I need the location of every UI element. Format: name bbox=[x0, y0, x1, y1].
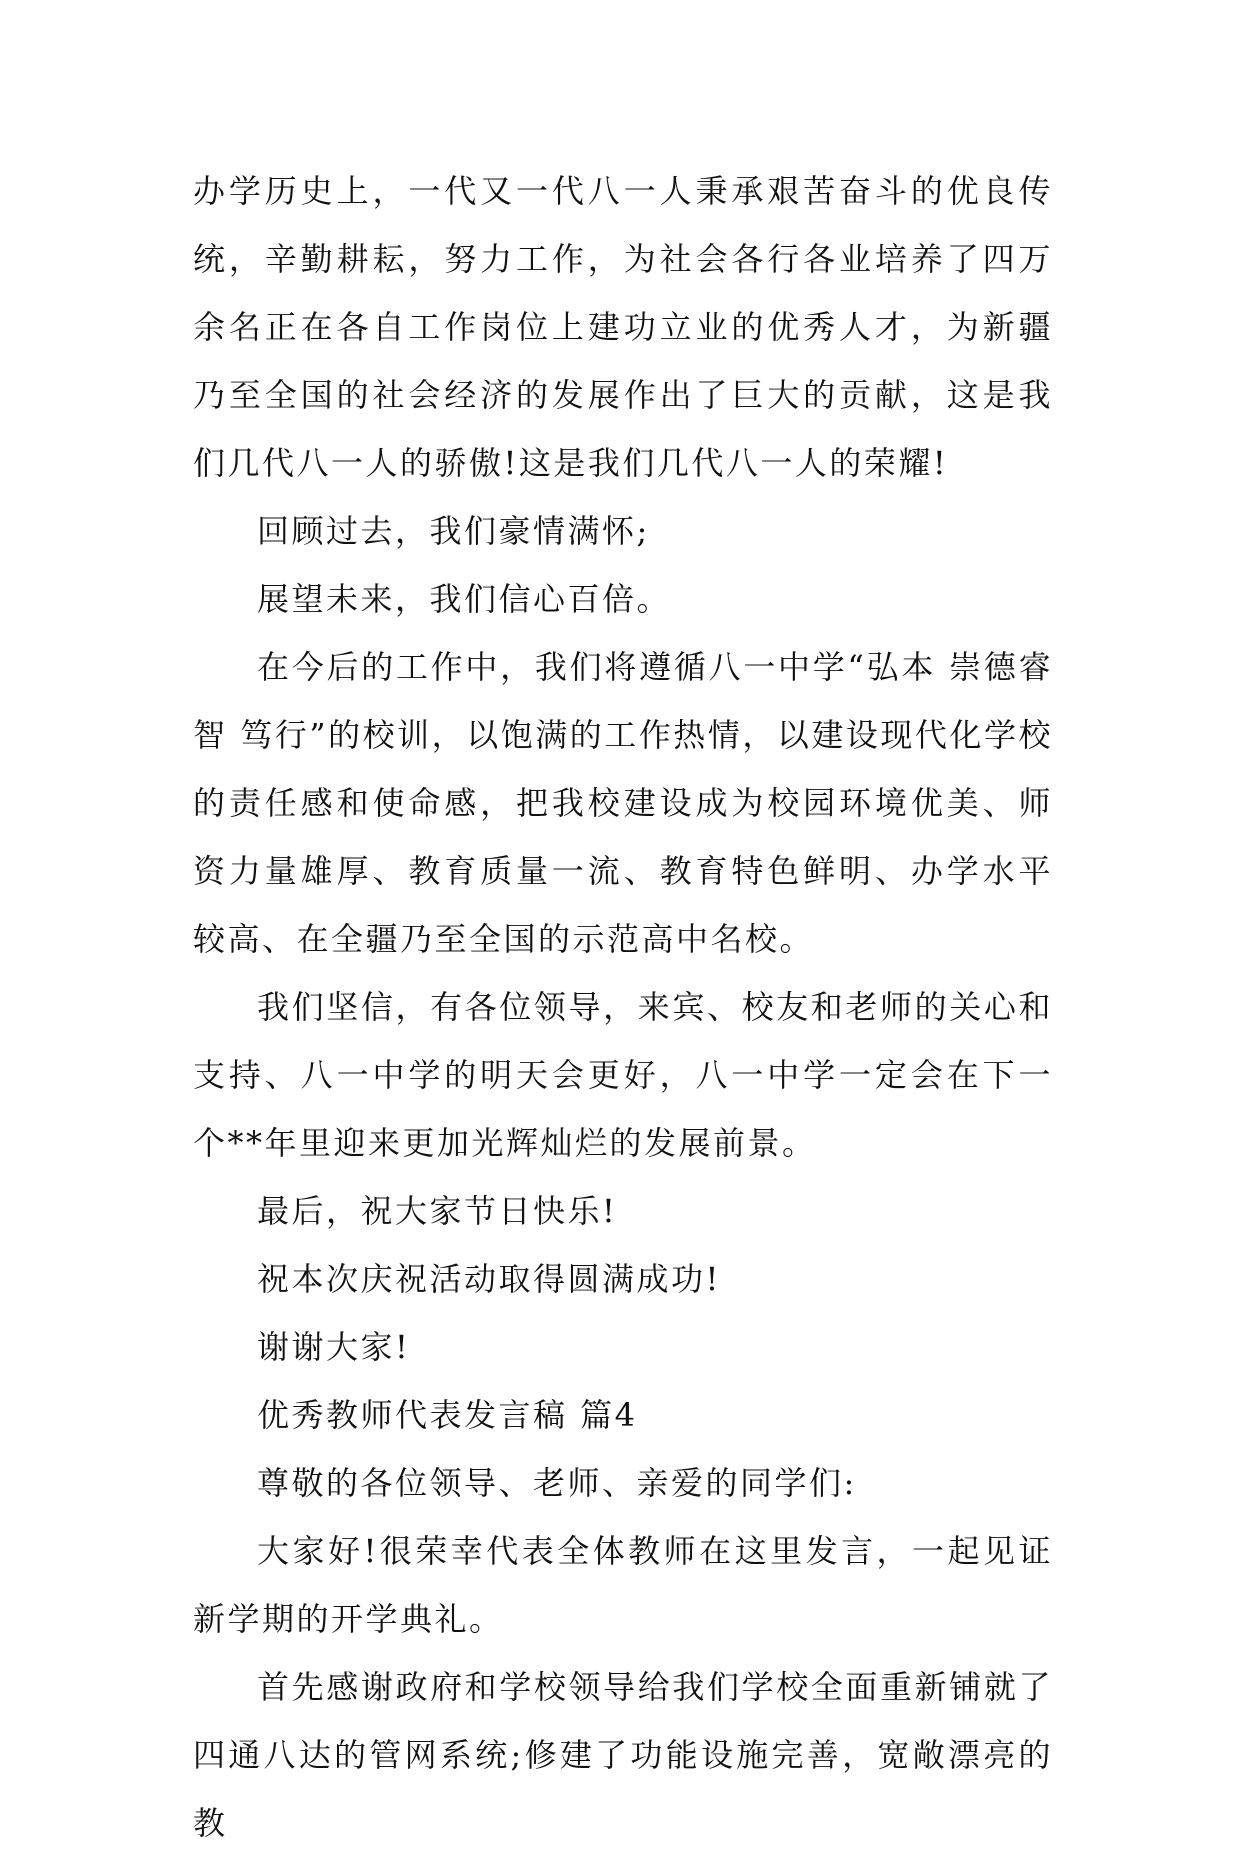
paragraph: 在今后的工作中，我们将遵循八一中学“弘本 崇德睿智 笃行”的校训，以饱满的工作热情，以建设现代化学校的责任感和使命感，把我校建设成为校园环境优美、师资力量雄厚、教育质量一流、教育特色鲜明、办学水平较高、在全疆乃至全国的示范高中名校。 bbox=[193, 648, 1053, 958]
section-heading: 优秀教师代表发言稿 篇4 bbox=[257, 1396, 638, 1434]
paragraph: 回顾过去，我们豪情满怀; bbox=[257, 512, 650, 550]
salutation: 尊敬的各位领导、老师、亲爱的同学们: bbox=[257, 1464, 857, 1502]
paragraph: 办学历史上，一代又一代八一人秉承艰苦奋斗的优良传统，辛勤耕耘，努力工作，为社会各行各业培养了四万余名正在各自工作岗位上建功立业的优秀人才，为新疆乃至全国的社会经济的发展作出了巨大的贡献，这是我们几代八一人的骄傲!这是我们几代八一人的荣耀! bbox=[193, 172, 1053, 482]
paragraph: 大家好!很荣幸代表全体教师在这里发言，一起见证新学期的开学典礼。 bbox=[193, 1532, 1053, 1638]
paragraph: 展望未来，我们信心百倍。 bbox=[257, 580, 672, 618]
paragraph: 我们坚信，有各位领导，来宾、校友和老师的关心和支持、八一中学的明天会更好，八一中学一定会在下一个**年里迎来更加光辉灿烂的发展前景。 bbox=[193, 988, 1053, 1162]
paragraph: 谢谢大家! bbox=[257, 1328, 411, 1366]
paragraph: 首先感谢政府和学校领导给我们学校全面重新铺就了四通八达的管网系统;修建了功能设施完善，宽敞漂亮的教 bbox=[193, 1668, 1053, 1842]
document-body bbox=[193, 157, 1053, 1857]
paragraph: 祝本次庆祝活动取得圆满成功! bbox=[257, 1260, 721, 1298]
paragraph: 最后，祝大家节日快乐! bbox=[257, 1192, 618, 1230]
